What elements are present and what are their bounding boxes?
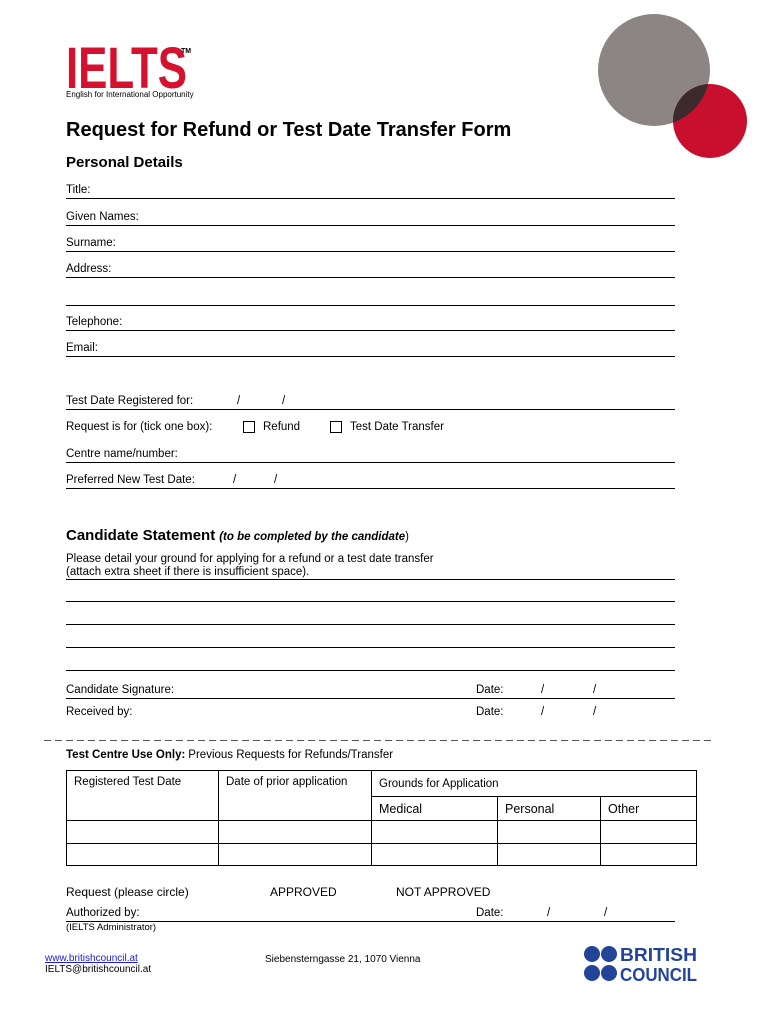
date-separator: / bbox=[233, 474, 237, 486]
british-council-wordmark-line1: BRITISH bbox=[620, 945, 697, 965]
ielts-wordmark: IELTS bbox=[66, 38, 187, 94]
logo-tagline: English for International Opportunity bbox=[66, 90, 194, 99]
date-separator: / bbox=[274, 474, 278, 486]
refund-checkbox[interactable] bbox=[243, 421, 255, 433]
authorized-by-label: Authorized by: bbox=[66, 907, 140, 919]
decision-label: Request (please circle) bbox=[66, 885, 189, 899]
statement-line[interactable] bbox=[66, 670, 675, 671]
candidate-signature-label: Candidate Signature: bbox=[66, 684, 175, 696]
approved-option[interactable]: APPROVED bbox=[270, 885, 337, 899]
grounds-medical: Medical bbox=[372, 797, 498, 821]
statement-line[interactable] bbox=[66, 601, 675, 602]
logo-dot bbox=[584, 946, 600, 962]
email-field[interactable] bbox=[66, 341, 675, 357]
british-council-wordmark-line2: COUNCIL bbox=[620, 965, 697, 985]
date-separator: / bbox=[593, 684, 597, 696]
surname-label: Surname: bbox=[66, 237, 116, 249]
form-title: Request for Refund or Test Date Transfer Form bbox=[66, 119, 512, 141]
request-type-row bbox=[66, 420, 675, 435]
table-cell[interactable] bbox=[219, 844, 372, 866]
grounds-personal: Personal bbox=[498, 797, 601, 821]
table-row bbox=[67, 844, 697, 866]
authorized-by-field[interactable] bbox=[66, 906, 675, 922]
decorative-circles bbox=[590, 10, 755, 165]
date-separator: / bbox=[547, 907, 551, 919]
test-centre-subtitle: Previous Requests for Refunds/Transfer bbox=[188, 749, 394, 761]
date-separator: / bbox=[593, 706, 597, 718]
candidate-signature-field[interactable] bbox=[66, 683, 675, 699]
telephone-field[interactable] bbox=[66, 315, 675, 331]
statement-instruction-note: (attach extra sheet if there is insufficient space). bbox=[66, 566, 310, 578]
date-label: Date: bbox=[476, 907, 504, 919]
british-council-logo bbox=[582, 942, 702, 986]
statement-instruction: Please detail your ground for applying for a refund or a test date transfer bbox=[66, 553, 434, 565]
statement-line[interactable] bbox=[66, 647, 675, 648]
test-centre-label: Test Centre Use Only: bbox=[66, 749, 186, 761]
office-address: Siebensterngasse 21, 1070 Vienna bbox=[265, 954, 421, 965]
address-field[interactable] bbox=[66, 262, 675, 278]
statement-line[interactable] bbox=[66, 624, 675, 625]
given-names-field[interactable] bbox=[66, 210, 675, 226]
given-names-label: Given Names: bbox=[66, 211, 139, 223]
test-centre-heading-row bbox=[66, 748, 393, 762]
transfer-checkbox[interactable] bbox=[330, 421, 342, 433]
table-cell[interactable] bbox=[498, 821, 601, 844]
request-type-label: Request is for (tick one box): bbox=[66, 421, 213, 433]
telephone-label: Telephone: bbox=[66, 316, 123, 328]
date-separator: / bbox=[604, 907, 608, 919]
authorized-role: (IELTS Administrator) bbox=[66, 922, 157, 933]
contact-email: IELTS@britishcouncil.at bbox=[45, 964, 152, 975]
candidate-statement-heading-row bbox=[66, 527, 409, 546]
test-date-label: Test Date Registered for: bbox=[66, 395, 194, 407]
date-label: Date: bbox=[476, 684, 504, 696]
email-label: Email: bbox=[66, 342, 98, 354]
logo-dot bbox=[584, 965, 600, 981]
date-separator: / bbox=[237, 395, 241, 407]
previous-requests-table bbox=[66, 770, 697, 866]
decision-row bbox=[66, 885, 675, 900]
column-header-prior-application-date: Date of prior application bbox=[219, 771, 372, 821]
refund-option-label: Refund bbox=[263, 421, 301, 433]
date-label: Date: bbox=[476, 706, 504, 718]
address-label: Address: bbox=[66, 263, 112, 275]
trademark-mark: TM bbox=[181, 48, 192, 55]
table-cell[interactable] bbox=[67, 844, 219, 866]
ielts-logo bbox=[60, 38, 210, 94]
address-line-2[interactable] bbox=[66, 305, 675, 306]
website-link[interactable]: www.britishcouncil.at bbox=[45, 953, 138, 964]
title-label: Title: bbox=[66, 184, 91, 196]
logo-dot bbox=[601, 965, 617, 981]
received-by-label: Received by: bbox=[66, 706, 133, 718]
title-field[interactable] bbox=[66, 183, 675, 199]
date-separator: / bbox=[541, 706, 545, 718]
surname-field[interactable] bbox=[66, 236, 675, 252]
table-cell[interactable] bbox=[601, 821, 697, 844]
candidate-statement-heading: Candidate Statement bbox=[66, 527, 216, 544]
table-cell[interactable] bbox=[372, 844, 498, 866]
received-by-field[interactable] bbox=[66, 705, 675, 720]
table-header-row bbox=[67, 771, 697, 797]
table-cell[interactable] bbox=[601, 844, 697, 866]
date-separator: / bbox=[541, 684, 545, 696]
date-separator: / bbox=[282, 395, 286, 407]
statement-line[interactable] bbox=[66, 565, 675, 580]
preferred-date-field[interactable] bbox=[66, 473, 675, 489]
not-approved-option[interactable]: NOT APPROVED bbox=[396, 885, 491, 899]
centre-field[interactable] bbox=[66, 447, 675, 463]
logo-dot bbox=[601, 946, 617, 962]
column-header-grounds: Grounds for Application bbox=[372, 771, 697, 797]
preferred-date-label: Preferred New Test Date: bbox=[66, 474, 195, 486]
table-cell[interactable] bbox=[67, 821, 219, 844]
candidate-statement-note-close: ) bbox=[405, 531, 409, 543]
personal-details-heading: Personal Details bbox=[66, 154, 183, 171]
table-cell[interactable] bbox=[219, 821, 372, 844]
centre-label: Centre name/number: bbox=[66, 448, 178, 460]
grounds-other: Other bbox=[601, 797, 697, 821]
table-cell[interactable] bbox=[372, 821, 498, 844]
transfer-option-label: Test Date Transfer bbox=[350, 421, 444, 433]
table-row bbox=[67, 821, 697, 844]
test-date-field[interactable] bbox=[66, 394, 675, 410]
table-cell[interactable] bbox=[498, 844, 601, 866]
dashed-divider bbox=[44, 740, 712, 741]
column-header-registered-date: Registered Test Date bbox=[67, 771, 219, 821]
candidate-statement-note: (to be completed by the candidate bbox=[219, 531, 406, 543]
